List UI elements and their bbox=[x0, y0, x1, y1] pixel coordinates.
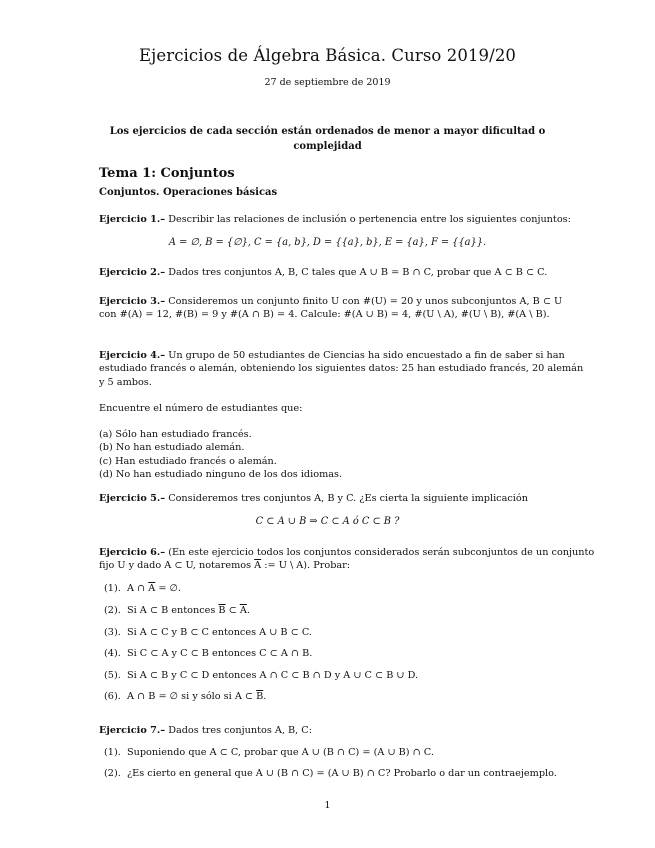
document-date: 27 de septiembre de 2019 bbox=[264, 77, 391, 88]
exercise-6-label: Ejercicio 6.– bbox=[99, 547, 166, 558]
complement-symbol: $\overline{A}$ bbox=[148, 583, 156, 594]
exercise-3-label: Ejercicio 3.– bbox=[99, 296, 166, 307]
exercise-1-formula: A = ∅, B = {∅}, C = {a, b}, D = {{a}, b}, E = {a}, F = {{a}}. bbox=[168, 237, 487, 248]
item-text: A ∩ B = ∅ si y sólo si A ⊂ bbox=[126, 691, 257, 702]
exercise-4-list bbox=[99, 428, 342, 482]
exercise-6-line2-pre: fijo U y dado A ⊂ U, notaremos bbox=[99, 560, 255, 572]
exercise-4-line3: y 5 ambos. bbox=[99, 376, 152, 388]
page-number: 1 bbox=[324, 800, 331, 811]
exercise-6-item-6 bbox=[104, 690, 266, 703]
item-number: (5). bbox=[104, 670, 121, 681]
exercise-6-item-5 bbox=[104, 669, 418, 682]
item-number: (6). bbox=[104, 691, 121, 702]
complement-symbol: $\overline{B}$ bbox=[256, 691, 264, 702]
exercise-4-question: Encuentre el número de estudiantes que: bbox=[99, 403, 303, 414]
exercise-1 bbox=[99, 213, 571, 226]
exercise-5-label: Ejercicio 5.– bbox=[99, 493, 166, 504]
item-number: (1). bbox=[104, 583, 121, 594]
item-text: ⊂ bbox=[225, 605, 240, 616]
exercise-6-item-3 bbox=[104, 626, 312, 639]
exercise-7-text: Dados tres conjuntos A, B, C: bbox=[165, 725, 312, 736]
exercise-6-line1: (En este ejercicio todos los conjuntos considerados serán subconjuntos de un conjunto bbox=[165, 547, 595, 558]
exercise-7-label: Ejercicio 7.– bbox=[99, 725, 166, 736]
exercise-7 bbox=[99, 724, 312, 737]
exercise-3 bbox=[99, 295, 562, 322]
exercise-3-line1: Consideremos un conjunto finito U con #(U) = 20 y unos subconjuntos A, B ⊂ U bbox=[165, 296, 563, 307]
item-text: Si C ⊂ A y C ⊂ B entonces C ⊂ A ∩ B. bbox=[126, 648, 313, 659]
exercise-2-text: Dados tres conjuntos A, B, C tales que A ∪ B = B ∩ C, probar que A ⊂ B ⊂ C. bbox=[165, 267, 548, 278]
item-text: . bbox=[246, 605, 250, 616]
item-number: (3). bbox=[104, 627, 121, 638]
exercise-5-text: Consideremos tres conjuntos A, B y C. ¿Es cierta la siguiente implicación bbox=[165, 493, 528, 504]
complement-symbol: $\overline{A}$ bbox=[254, 560, 262, 572]
item-number: (2). bbox=[104, 768, 121, 779]
item-number: (1). bbox=[104, 747, 121, 758]
item-text: = ∅. bbox=[155, 583, 182, 594]
list-item: (b) No han estudiado alemán. bbox=[99, 442, 245, 454]
exercise-6-item-1 bbox=[104, 582, 181, 595]
tema-heading: Tema 1: Conjuntos bbox=[99, 166, 235, 181]
item-text: Suponiendo que A ⊂ C, probar que A ∪ (B ∩ C) = (A ∪ B) ∩ C. bbox=[126, 747, 434, 758]
list-item: (c) Han estudiado francés o alemán. bbox=[99, 455, 277, 467]
exercise-4-label: Ejercicio 4.– bbox=[99, 350, 166, 361]
exercise-1-label: Ejercicio 1.– bbox=[99, 214, 166, 225]
exercise-2 bbox=[99, 266, 547, 279]
document-title: Ejercicios de Álgebra Básica. Curso 2019/20 bbox=[138, 46, 517, 65]
exercise-1-text: Describir las relaciones de inclusión o pertenencia entre los siguientes conjuntos: bbox=[165, 214, 571, 225]
complement-symbol: $\overline{B}$ bbox=[218, 605, 226, 616]
exercise-6-item-4 bbox=[104, 647, 312, 660]
exercise-5 bbox=[99, 492, 528, 505]
item-number: (4). bbox=[104, 648, 121, 659]
exercise-4-line2: estudiado francés o alemán, obteniendo los siguientes datos: 25 han estudiado francés, 20 alemán bbox=[99, 363, 584, 375]
exercise-4 bbox=[99, 349, 583, 389]
list-item: (d) No han estudiado ninguno de los dos idiomas. bbox=[99, 469, 343, 481]
item-number: (2). bbox=[104, 605, 121, 616]
exercise-5-formula: C ⊂ A ∪ B ⇒ C ⊂ A ó C ⊂ B ? bbox=[255, 516, 400, 527]
item-text: A ∩ bbox=[126, 583, 149, 594]
complement-symbol: $\overline{A}$ bbox=[239, 605, 247, 616]
item-text: . bbox=[263, 691, 267, 702]
item-text: Si A ⊂ C y B ⊂ C entonces A ∪ B ⊂ C. bbox=[126, 627, 312, 638]
list-item: (a) Sólo han estudiado francés. bbox=[99, 429, 252, 440]
exercise-2-label: Ejercicio 2.– bbox=[99, 267, 166, 278]
section-heading: Conjuntos. Operaciones básicas bbox=[99, 187, 278, 198]
exercise-7-item-1 bbox=[104, 746, 434, 759]
exercise-4-line1: Un grupo de 50 estudiantes de Ciencias ha sido encuestado a fin de saber si han bbox=[165, 350, 565, 361]
exercise-6 bbox=[99, 546, 594, 573]
exercise-6-line2-post: := U \ A). Probar: bbox=[261, 560, 351, 572]
item-text: Si A ⊂ B entonces bbox=[126, 605, 219, 616]
exercise-3-line2: con #(A) = 12, #(B) = 9 y #(A ∩ B) = 4. Calcule: #(A ∪ B) = 4, #(U \ A), #(U \ B), #(A \ B). bbox=[99, 309, 550, 321]
exercise-7-item-2 bbox=[104, 767, 557, 780]
exercise-6-item-2 bbox=[104, 604, 250, 617]
item-text: ¿Es cierto en general que A ∪ (B ∩ C) = (A ∪ B) ∩ C? Probarlo o dar un contraejemplo. bbox=[126, 768, 557, 779]
item-text: Si A ⊂ B y C ⊂ D entonces A ∩ C ⊂ B ∩ D y A ∪ C ⊂ B ∪ D. bbox=[126, 670, 419, 681]
difficulty-note: Los ejercicios de cada sección están ordenados de menor a mayor dificultad o complejidad bbox=[109, 126, 546, 152]
